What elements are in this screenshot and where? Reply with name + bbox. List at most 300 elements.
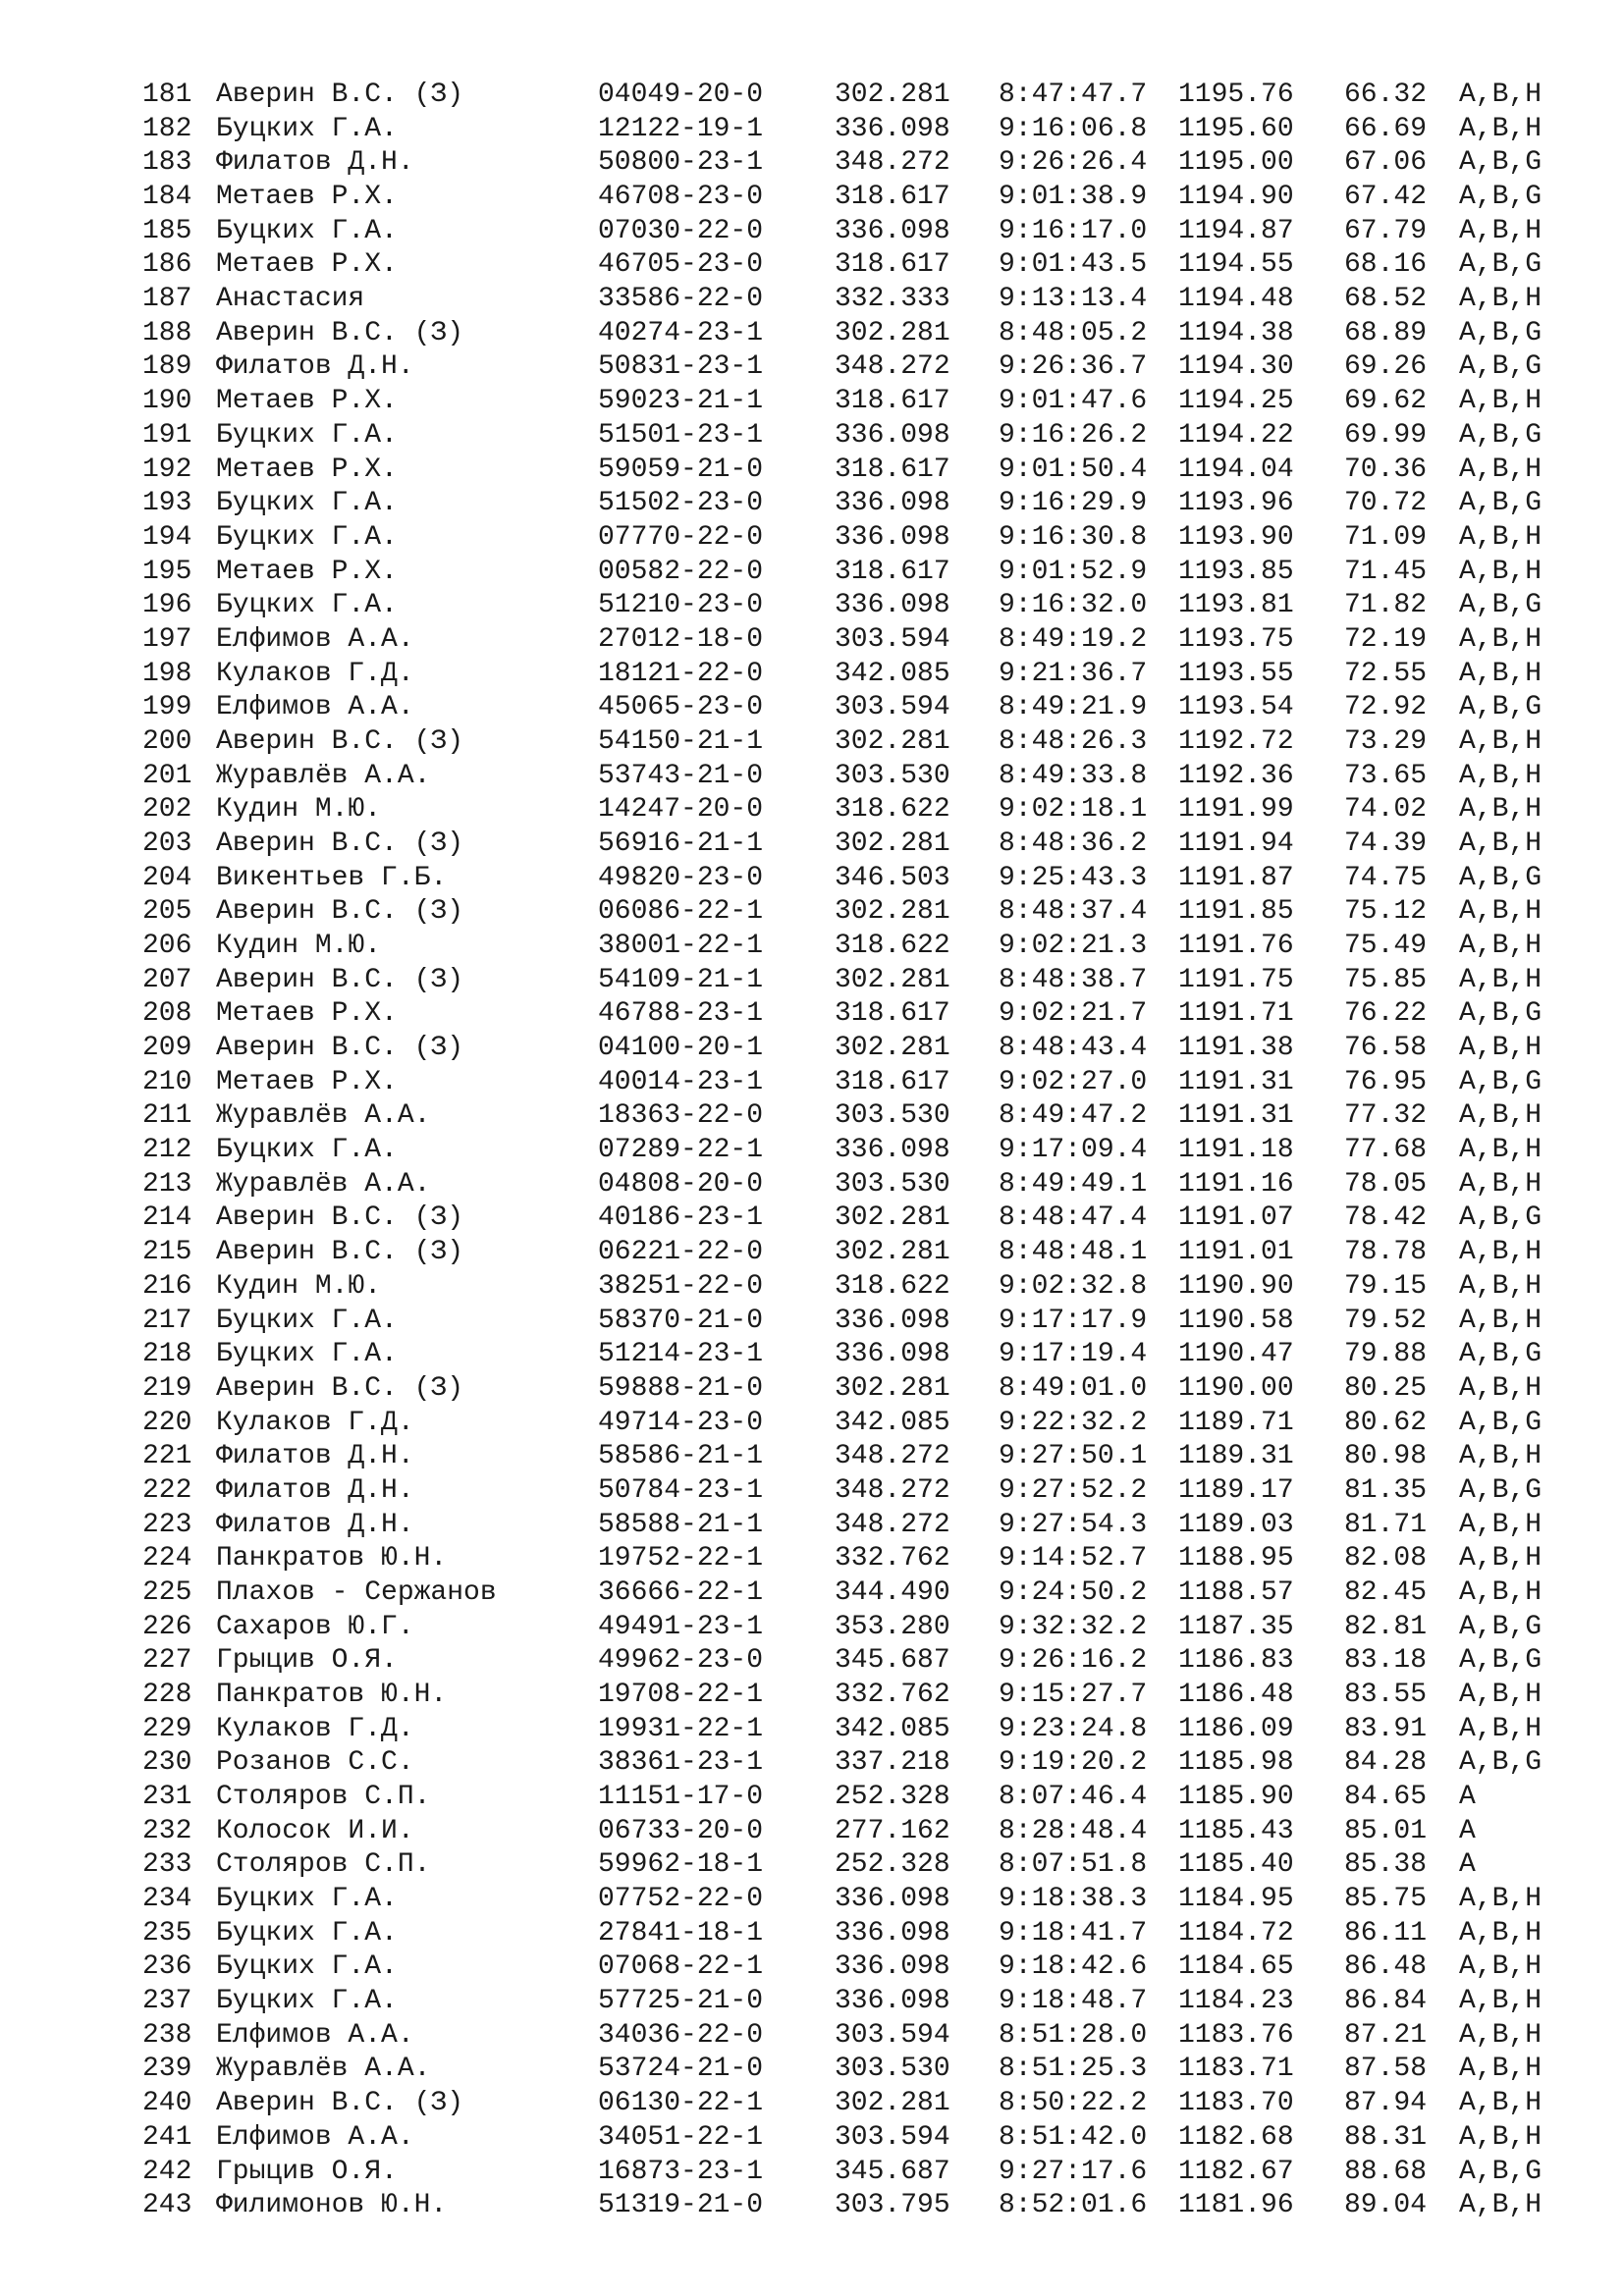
category-tags: A,B,H [1459, 623, 1543, 655]
coefficient: 86.48 [1344, 1951, 1428, 1983]
distance: 303.530 [835, 2054, 950, 2085]
category-tags-cell [1459, 1916, 1542, 1950]
speed: 1191.76 [1178, 931, 1294, 961]
distance: 348.272 [835, 1474, 950, 1506]
arrival-time: 9:14:52.7 [999, 1543, 1148, 1575]
arrival-time: 9:25:43.3 [999, 862, 1148, 893]
fancier-name: Аверин В.С. (З) [216, 1237, 464, 1268]
arrival-time: 9:22:32.2 [999, 1407, 1148, 1438]
row-number: 236 [142, 1951, 192, 1983]
ring-number: 58370-21-0 [598, 1305, 764, 1336]
speed: 1193.75 [1178, 623, 1294, 655]
fancier-name: Аверин В.С. (З) [216, 317, 464, 348]
category-tags-cell [1459, 1337, 1542, 1371]
fancier-name: Викентьев Г.Б. [216, 862, 448, 893]
speed: 1185.98 [1178, 1747, 1294, 1779]
category-tags-cell [1459, 827, 1542, 861]
speed: 1193.55 [1178, 658, 1294, 689]
category-tags-cell [1459, 1269, 1542, 1304]
arrival-time: 9:15:27.7 [999, 1680, 1148, 1710]
category-tags: A,B,G [1459, 1407, 1543, 1438]
distance: 303.594 [835, 2121, 950, 2153]
arrival-time: 9:18:41.7 [999, 1917, 1148, 1949]
coefficient: 85.38 [1344, 1849, 1428, 1881]
row-number: 198 [142, 658, 192, 689]
distance: 302.281 [835, 896, 950, 928]
speed: 1183.70 [1178, 2088, 1294, 2119]
coefficient: 82.45 [1344, 1576, 1428, 1608]
arrival-time: 9:23:24.8 [999, 1713, 1148, 1744]
coefficient: 72.92 [1344, 692, 1428, 723]
arrival-time: 9:02:21.7 [999, 998, 1148, 1030]
category-tags-cell [1459, 2188, 1542, 2222]
arrival-time: 9:21:36.7 [999, 658, 1148, 689]
coefficient: 66.69 [1344, 113, 1428, 144]
distance: 348.272 [835, 147, 950, 179]
coefficient: 84.65 [1344, 1782, 1428, 1812]
fancier-name: Филатов Д.Н. [216, 1474, 414, 1506]
fancier-name: Кулаков Г.Д. [216, 1407, 414, 1438]
speed: 1191.31 [1178, 1066, 1294, 1097]
ring-number: 59888-21-0 [598, 1372, 764, 1404]
row-number: 229 [142, 1713, 192, 1744]
arrival-time: 8:51:42.0 [999, 2121, 1148, 2153]
speed: 1191.18 [1178, 1135, 1294, 1166]
coefficient: 69.26 [1344, 351, 1428, 383]
speed: 1189.17 [1178, 1474, 1294, 1506]
coefficient: 71.82 [1344, 590, 1428, 621]
speed: 1187.35 [1178, 1611, 1294, 1642]
fancier-name: Сахаров Ю.Г. [216, 1611, 414, 1642]
category-tags: A [1459, 1815, 1476, 1846]
speed: 1190.58 [1178, 1305, 1294, 1336]
category-tags-cell [1459, 1439, 1542, 1473]
category-tags: A [1459, 1849, 1476, 1881]
fancier-name: Буцких Г.А. [216, 1917, 398, 1949]
ring-number: 27012-18-0 [598, 623, 764, 655]
coefficient: 85.01 [1344, 1815, 1428, 1846]
category-tags-cell [1459, 1678, 1542, 1712]
coefficient: 75.49 [1344, 931, 1428, 961]
category-tags: A,B,G [1459, 317, 1543, 348]
speed: 1191.94 [1178, 828, 1294, 859]
category-tags-cell [1459, 78, 1542, 112]
coefficient: 66.32 [1344, 80, 1428, 110]
row-number: 192 [142, 454, 192, 485]
speed: 1188.95 [1178, 1543, 1294, 1575]
category-tags-cell [1459, 588, 1542, 622]
distance: 348.272 [835, 351, 950, 383]
distance: 302.281 [835, 725, 950, 757]
row-number: 184 [142, 182, 192, 212]
fancier-name: Журавлёв А.А. [216, 2054, 431, 2085]
arrival-time: 9:17:17.9 [999, 1305, 1148, 1336]
coefficient: 77.32 [1344, 1100, 1428, 1132]
speed: 1184.23 [1178, 1986, 1294, 2017]
distance: 303.530 [835, 1100, 950, 1132]
fancier-name: Елфимов А.А. [216, 623, 414, 655]
category-tags-cell [1459, 894, 1542, 929]
category-tags: A,B,H [1459, 2121, 1543, 2153]
fancier-name: Аверин В.С. (З) [216, 1033, 464, 1063]
coefficient: 79.52 [1344, 1305, 1428, 1336]
category-tags-cell [1459, 453, 1542, 487]
fancier-name: Журавлёв А.А. [216, 1168, 431, 1200]
coefficient: 70.72 [1344, 488, 1428, 519]
arrival-time: 9:02:32.8 [999, 1270, 1148, 1302]
arrival-time: 8:52:01.6 [999, 2190, 1148, 2221]
ring-number: 53743-21-0 [598, 760, 764, 791]
ring-number: 04100-20-1 [598, 1033, 764, 1063]
ring-number: 51214-23-1 [598, 1339, 764, 1370]
ring-number: 11151-17-0 [598, 1782, 764, 1812]
coefficient: 75.12 [1344, 896, 1428, 928]
category-tags-cell [1459, 247, 1542, 282]
row-number: 223 [142, 1509, 192, 1540]
category-tags-cell [1459, 1508, 1542, 1542]
category-tags-cell [1459, 2018, 1542, 2053]
arrival-time: 9:26:36.7 [999, 351, 1148, 383]
distance: 318.617 [835, 249, 950, 281]
ring-number: 50831-23-1 [598, 351, 764, 383]
speed: 1193.85 [1178, 556, 1294, 587]
row-number: 213 [142, 1168, 192, 1200]
category-tags-cell [1459, 1575, 1542, 1610]
coefficient: 74.75 [1344, 862, 1428, 893]
speed: 1193.54 [1178, 692, 1294, 723]
row-number: 189 [142, 351, 192, 383]
speed: 1184.95 [1178, 1884, 1294, 1914]
distance: 332.762 [835, 1543, 950, 1575]
arrival-time: 9:17:19.4 [999, 1339, 1148, 1370]
speed: 1184.72 [1178, 1917, 1294, 1949]
distance: 336.098 [835, 590, 950, 621]
arrival-time: 8:07:46.4 [999, 1782, 1148, 1812]
category-tags-cell [1459, 112, 1542, 146]
ring-number: 53724-21-0 [598, 2054, 764, 2085]
distance: 336.098 [835, 1917, 950, 1949]
category-tags: A,B,G [1459, 1474, 1543, 1506]
ring-number: 14247-20-0 [598, 794, 764, 826]
speed: 1185.90 [1178, 1782, 1294, 1812]
category-tags: A,B,H [1459, 1986, 1543, 2017]
arrival-time: 8:49:33.8 [999, 760, 1148, 791]
category-tags: A,B,H [1459, 1543, 1543, 1575]
coefficient: 71.45 [1344, 556, 1428, 587]
category-tags-cell [1459, 1847, 1476, 1882]
arrival-time: 8:49:49.1 [999, 1168, 1148, 1200]
speed: 1191.01 [1178, 1237, 1294, 1268]
row-number: 218 [142, 1339, 192, 1370]
ring-number: 46705-23-0 [598, 249, 764, 281]
arrival-time: 9:16:26.2 [999, 419, 1148, 451]
category-tags: A,B,H [1459, 658, 1543, 689]
distance: 336.098 [835, 419, 950, 451]
fancier-name: Буцких Г.А. [216, 1135, 398, 1166]
speed: 1182.68 [1178, 2121, 1294, 2153]
ring-number: 07752-22-0 [598, 1884, 764, 1914]
arrival-time: 8:48:05.2 [999, 317, 1148, 348]
category-tags-cell [1459, 180, 1542, 214]
row-number: 242 [142, 2156, 192, 2187]
fancier-name: Буцких Г.А. [216, 113, 398, 144]
distance: 303.795 [835, 2190, 950, 2221]
coefficient: 83.91 [1344, 1713, 1428, 1744]
category-tags: A,B,H [1459, 794, 1543, 826]
ring-number: 46708-23-0 [598, 182, 764, 212]
coefficient: 86.11 [1344, 1917, 1428, 1949]
coefficient: 71.09 [1344, 521, 1428, 553]
ring-number: 45065-23-0 [598, 692, 764, 723]
ring-number: 50784-23-1 [598, 1474, 764, 1506]
arrival-time: 9:18:38.3 [999, 1884, 1148, 1914]
row-number: 188 [142, 317, 192, 348]
row-number: 216 [142, 1270, 192, 1302]
speed: 1191.71 [1178, 998, 1294, 1030]
category-tags: A,B,H [1459, 1713, 1543, 1744]
ring-number: 51502-23-0 [598, 488, 764, 519]
ring-number: 40186-23-1 [598, 1202, 764, 1234]
ring-number: 54150-21-1 [598, 725, 764, 757]
fancier-name: Буцких Г.А. [216, 1951, 398, 1983]
category-tags: A,B,H [1459, 828, 1543, 859]
distance: 336.098 [835, 488, 950, 519]
category-tags: A,B,H [1459, 964, 1543, 995]
category-tags-cell [1459, 1541, 1542, 1575]
category-tags: A,B,H [1459, 556, 1543, 587]
category-tags-cell [1459, 929, 1542, 963]
ring-number: 58588-21-1 [598, 1509, 764, 1540]
arrival-time: 8:47:47.7 [999, 80, 1148, 110]
category-tags: A,B,H [1459, 1100, 1543, 1132]
distance: 302.281 [835, 317, 950, 348]
arrival-time: 9:18:42.6 [999, 1951, 1148, 1983]
fancier-name: Кудин М.Ю. [216, 794, 382, 826]
fancier-name: Метаев Р.Х. [216, 454, 398, 485]
row-number: 182 [142, 113, 192, 144]
category-tags-cell [1459, 486, 1542, 520]
coefficient: 74.39 [1344, 828, 1428, 859]
distance: 336.098 [835, 215, 950, 246]
speed: 1190.00 [1178, 1372, 1294, 1404]
ring-number: 49714-23-0 [598, 1407, 764, 1438]
coefficient: 78.78 [1344, 1237, 1428, 1268]
category-tags: A,B,H [1459, 1033, 1543, 1063]
row-number: 240 [142, 2088, 192, 2119]
coefficient: 78.05 [1344, 1168, 1428, 1200]
distance: 336.098 [835, 1305, 950, 1336]
fancier-name: Журавлёв А.А. [216, 1100, 431, 1132]
row-number: 195 [142, 556, 192, 587]
fancier-name: Филатов Д.Н. [216, 351, 414, 383]
row-number: 237 [142, 1986, 192, 2017]
fancier-name: Буцких Г.А. [216, 1339, 398, 1370]
category-tags: A,B,H [1459, 1951, 1543, 1983]
arrival-time: 8:50:22.2 [999, 2088, 1148, 2119]
arrival-time: 8:07:51.8 [999, 1849, 1148, 1881]
category-tags-cell [1459, 1235, 1542, 1269]
category-tags: A,B,H [1459, 1884, 1543, 1914]
category-tags-cell [1459, 1882, 1542, 1916]
row-number: 243 [142, 2190, 192, 2221]
ring-number: 07770-22-0 [598, 521, 764, 553]
fancier-name: Грыцив О.Я. [216, 2156, 398, 2187]
row-number: 228 [142, 1680, 192, 1710]
fancier-name: Метаев Р.Х. [216, 249, 398, 281]
category-tags-cell [1459, 690, 1542, 724]
category-tags-cell [1459, 2120, 1542, 2155]
row-number: 232 [142, 1815, 192, 1846]
speed: 1195.00 [1178, 147, 1294, 179]
row-number: 203 [142, 828, 192, 859]
category-tags: A,B,G [1459, 419, 1543, 451]
coefficient: 89.04 [1344, 2190, 1428, 2221]
category-tags: A,B,H [1459, 113, 1543, 144]
category-tags: A,B,G [1459, 2156, 1543, 2187]
distance: 303.530 [835, 1168, 950, 1200]
coefficient: 81.35 [1344, 1474, 1428, 1506]
arrival-time: 8:49:01.0 [999, 1372, 1148, 1404]
coefficient: 77.68 [1344, 1135, 1428, 1166]
fancier-name: Аверин В.С. (З) [216, 725, 464, 757]
arrival-time: 9:02:21.3 [999, 931, 1148, 961]
distance: 302.281 [835, 1033, 950, 1063]
speed: 1191.31 [1178, 1100, 1294, 1132]
speed: 1185.43 [1178, 1815, 1294, 1846]
coefficient: 79.88 [1344, 1339, 1428, 1370]
category-tags: A,B,H [1459, 1680, 1543, 1710]
arrival-time: 9:01:38.9 [999, 182, 1148, 212]
category-tags-cell [1459, 622, 1542, 657]
coefficient: 67.42 [1344, 182, 1428, 212]
arrival-time: 9:13:13.4 [999, 284, 1148, 315]
ring-number: 04808-20-0 [598, 1168, 764, 1200]
ring-number: 56916-21-1 [598, 828, 764, 859]
coefficient: 80.62 [1344, 1407, 1428, 1438]
row-number: 226 [142, 1611, 192, 1642]
speed: 1195.76 [1178, 80, 1294, 110]
ring-number: 07068-22-1 [598, 1951, 764, 1983]
distance: 302.281 [835, 80, 950, 110]
row-number: 197 [142, 623, 192, 655]
coefficient: 86.84 [1344, 1986, 1428, 2017]
distance: 277.162 [835, 1815, 950, 1846]
row-number: 210 [142, 1066, 192, 1097]
distance: 336.098 [835, 1986, 950, 2017]
distance: 252.328 [835, 1782, 950, 1812]
distance: 318.622 [835, 794, 950, 826]
ring-number: 06221-22-0 [598, 1237, 764, 1268]
fancier-name: Аверин В.С. (З) [216, 1202, 464, 1234]
category-tags-cell [1459, 1643, 1542, 1678]
category-tags: A,B,G [1459, 1202, 1543, 1234]
category-tags: A,B,H [1459, 521, 1543, 553]
distance: 332.333 [835, 284, 950, 315]
fancier-name: Аверин В.С. (З) [216, 964, 464, 995]
coefficient: 75.85 [1344, 964, 1428, 995]
coefficient: 80.98 [1344, 1441, 1428, 1472]
ring-number: 19708-22-1 [598, 1680, 764, 1710]
distance: 346.503 [835, 862, 950, 893]
row-number: 186 [142, 249, 192, 281]
category-tags-cell [1459, 1984, 1542, 2018]
row-number: 217 [142, 1305, 192, 1336]
coefficient: 73.65 [1344, 760, 1428, 791]
arrival-time: 9:02:27.0 [999, 1066, 1148, 1097]
speed: 1183.76 [1178, 2019, 1294, 2051]
ring-number: 40274-23-1 [598, 317, 764, 348]
distance: 336.098 [835, 1339, 950, 1370]
speed: 1186.83 [1178, 1645, 1294, 1677]
row-number: 185 [142, 215, 192, 246]
category-tags-cell [1459, 1304, 1542, 1338]
coefficient: 78.42 [1344, 1202, 1428, 1234]
ring-number: 54109-21-1 [598, 964, 764, 995]
ring-number: 34051-22-1 [598, 2121, 764, 2153]
row-number: 207 [142, 964, 192, 995]
coefficient: 69.99 [1344, 419, 1428, 451]
category-tags-cell [1459, 1406, 1542, 1440]
fancier-name: Метаев Р.Х. [216, 998, 398, 1030]
arrival-time: 8:48:38.7 [999, 964, 1148, 995]
coefficient: 72.55 [1344, 658, 1428, 689]
row-number: 239 [142, 2054, 192, 2085]
category-tags: A,B,G [1459, 692, 1543, 723]
arrival-time: 9:26:16.2 [999, 1645, 1148, 1677]
category-tags: A,B,H [1459, 2019, 1543, 2051]
category-tags: A,B,H [1459, 1441, 1543, 1472]
row-number: 202 [142, 794, 192, 826]
arrival-time: 8:48:48.1 [999, 1237, 1148, 1268]
fancier-name: Метаев Р.Х. [216, 556, 398, 587]
coefficient: 73.29 [1344, 725, 1428, 757]
distance: 318.617 [835, 454, 950, 485]
distance: 318.617 [835, 1066, 950, 1097]
speed: 1191.07 [1178, 1202, 1294, 1234]
fancier-name: Елфимов А.А. [216, 2019, 414, 2051]
distance: 318.622 [835, 931, 950, 961]
speed: 1190.90 [1178, 1270, 1294, 1302]
category-tags-cell [1459, 1949, 1542, 1984]
ring-number: 49491-23-1 [598, 1611, 764, 1642]
arrival-time: 9:27:17.6 [999, 2156, 1148, 2187]
arrival-time: 8:48:26.3 [999, 725, 1148, 757]
ring-number: 58586-21-1 [598, 1441, 764, 1472]
row-number: 214 [142, 1202, 192, 1234]
ring-number: 59059-21-0 [598, 454, 764, 485]
row-number: 196 [142, 590, 192, 621]
coefficient: 83.55 [1344, 1680, 1428, 1710]
speed: 1189.03 [1178, 1509, 1294, 1540]
ring-number: 46788-23-1 [598, 998, 764, 1030]
speed: 1193.96 [1178, 488, 1294, 519]
coefficient: 79.15 [1344, 1270, 1428, 1302]
coefficient: 67.79 [1344, 215, 1428, 246]
arrival-time: 8:49:19.2 [999, 623, 1148, 655]
distance: 344.490 [835, 1576, 950, 1608]
fancier-name: Метаев Р.Х. [216, 386, 398, 417]
category-tags: A,B,G [1459, 998, 1543, 1030]
fancier-name: Буцких Г.А. [216, 590, 398, 621]
ring-number: 18121-22-0 [598, 658, 764, 689]
category-tags: A,B,G [1459, 249, 1543, 281]
row-number: 233 [142, 1849, 192, 1881]
fancier-name: Буцких Г.А. [216, 521, 398, 553]
fancier-name: Розанов С.С. [216, 1747, 414, 1779]
ring-number: 34036-22-0 [598, 2019, 764, 2051]
ring-number: 51319-21-0 [598, 2190, 764, 2221]
category-tags: A,B,H [1459, 1237, 1543, 1268]
